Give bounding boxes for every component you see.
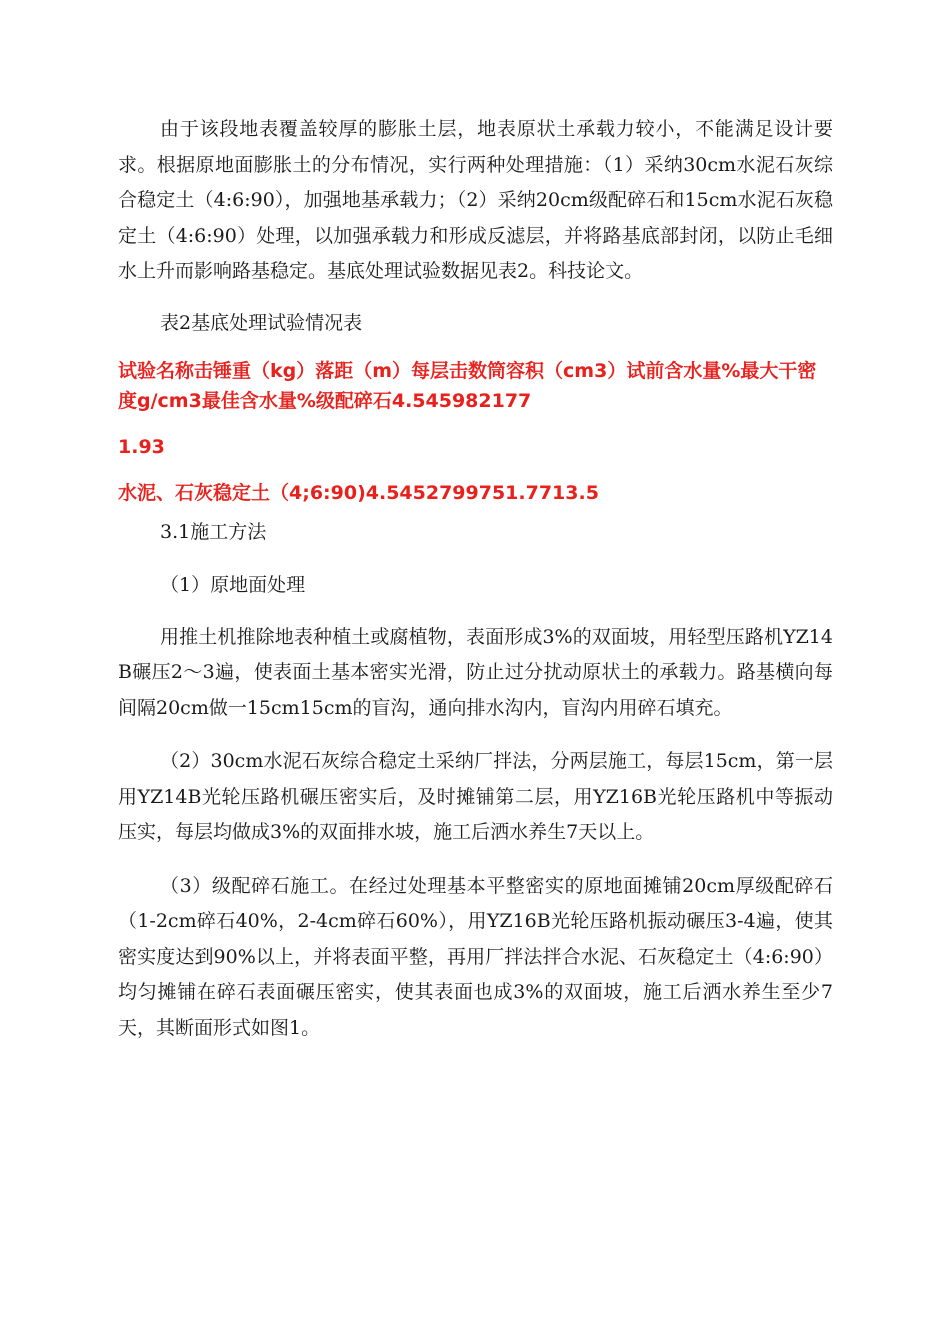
- section-heading: 3.1施工方法: [160, 520, 267, 543]
- table-header-row: 试验名称击锤重（kg）落距（m）每层击数筒容积（cm3）试前含水量%最大干密度g/cm3最佳含水量%级配碎石4.545982177: [118, 359, 817, 412]
- table-caption: 表2基底处理试验情况表: [160, 311, 363, 334]
- sub-heading-1: （1）原地面处理: [160, 573, 306, 596]
- spacer: [118, 462, 833, 478]
- spacer: [118, 416, 833, 432]
- spacer: [118, 341, 833, 356]
- document-page: [118, 112, 833, 1046]
- spacer: [118, 603, 833, 620]
- table-row-2: 水泥、石灰稳定土（4;6:90)4.5452799751.7713.5: [118, 481, 599, 504]
- table-row-1-tail: 1.93: [118, 435, 165, 458]
- paragraph-stabilized-soil: （2）30cm水泥石灰综合稳定土采纳厂拌法，分两层施工，每层15cm，第一层用YZ14B光轮压路机碾压密实后，及时摊铺第二层，用YZ16B光轮压路机中等振动压实，每层均做成3%的双面排水坡，施工后洒水养生7天以上。: [118, 750, 833, 843]
- paragraph-graded-gravel: （3）级配碎石施工。在经过处理基本平整密实的原地面摊铺20cm厚级配碎石（1-2cm碎石40%，2-4cm碎石60%），用YZ16B光轮压路机振动碾压3-4遍，使其密实度达到90%以上，并将表面平整，再用厂拌法拌合水泥、石灰稳定土（4:6:90）均匀摊铺在碎石表面碾压密实，使其表面也成3%的双面坡，施工后洒水养生至少7天，其断面形式如图1。: [118, 874, 833, 1039]
- spacer: [118, 550, 833, 567]
- paragraph-intro: 由于该段地表覆盖较厚的膨胀土层，地表原状土承载力较小，不能满足设计要求。根据原地面膨胀土的分布情况，实行两种处理措施：（1）采纳30cm水泥石灰综合稳定土（4:6:90），加强地基承载力；（2）采纳20cm级配碎石和15cm水泥石灰稳定土（4:6:90）处理，以加强承载力和形成反滤层，并将路基底部封闭，以防止毛细水上升而影响路基稳定。基底处理试验数据见表2。科技论文。: [118, 118, 833, 282]
- spacer: [118, 726, 833, 744]
- spacer: [118, 851, 833, 869]
- spacer: [118, 290, 833, 305]
- paragraph-ground-treatment: 用推土机推除地表种植土或腐植物，表面形成3%的双面坡，用轻型压路机YZ14B碾压2～3遍，使表面土基本密实光滑，防止过分扰动原状土的承载力。路基横向每间隔20cm做一15cm15cm的盲沟，通向排水沟内，盲沟内用碎石填充。: [118, 625, 833, 719]
